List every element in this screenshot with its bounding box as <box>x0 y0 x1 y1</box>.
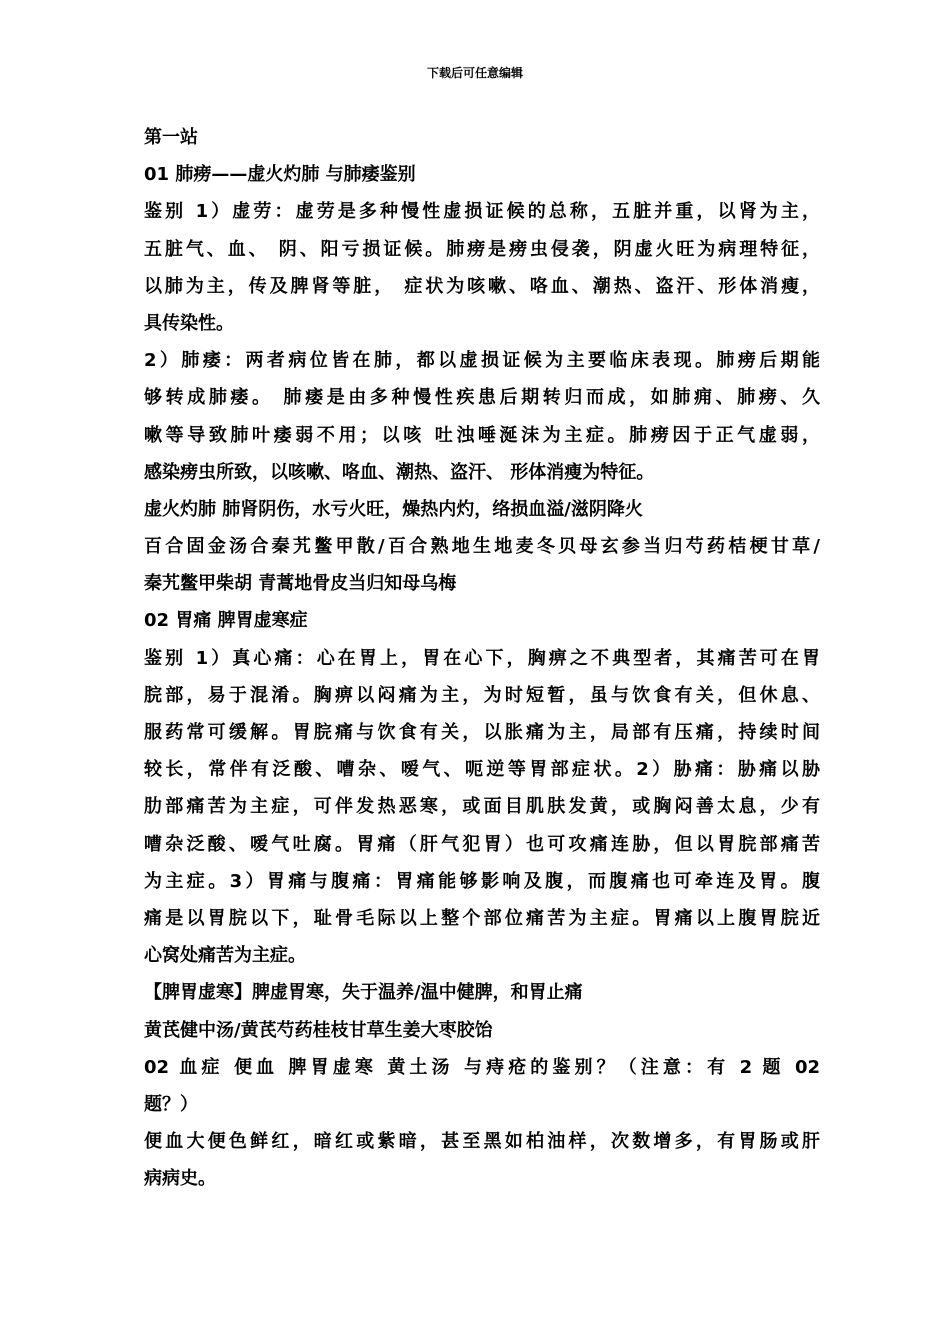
section-title: 第一站 <box>144 127 198 148</box>
paragraph-line: 2）肺痿：两者病位皆在肺，都以虚损证候为主要临床表现。肺痨后期能 <box>144 350 820 372</box>
prescription-line: 黄芪健中汤/黄芪芍药桂枝甘草生姜大枣胶饴 <box>144 1019 493 1041</box>
prescription-line: 百合固金汤合秦艽鳖甲散/百合熟地生地麦冬贝母玄参当归芍药桔梗甘草/ <box>144 536 820 558</box>
paragraph-line: 感染痨虫所致，以咳嗽、咯血、潮热、盗汗、 形体消瘦为特征。 <box>144 461 655 483</box>
document-body <box>144 119 820 1197</box>
syndrome-treatment-line: 虚火灼肺 肺肾阴伤，水亏火旺，燥热内灼，络损血溢/滋阴降火 <box>144 498 643 520</box>
paragraph-line: 脘部，易于混淆。胸痹以闷痛为主，为时短暂，虽与饮食有关，但休息、 <box>144 684 820 706</box>
paragraph-line: 鉴别 1）真心痛：心在胃上，胃在心下，胸痹之不典型者，其痛苦可在胃 <box>144 647 820 669</box>
paragraph-line: 服药常可缓解。胃脘痛与饮食有关，以胀痛为主，局部有压痛，持续时间 <box>144 722 820 743</box>
topic-heading-blood-syndrome: 02 血症 便血 脾胃虚寒 黄土汤 与痔疮的鉴别？（注意：有 2 题 02 <box>144 1056 820 1078</box>
paragraph-line: 心窝处痛苦为主症。 <box>144 945 306 967</box>
syndrome-treatment-line: 【脾胃虚寒】脾虚胃寒，失于温养/温中健脾，和胃止痛 <box>144 982 583 1004</box>
paragraph-line: 痛是以胃脘以下，耻骨毛际以上整个部位痛苦为主症。胃痛以上腹胃脘近 <box>144 907 820 929</box>
topic-heading-blood-syndrome-cont: 题？） <box>144 1093 198 1115</box>
paragraph-line: 具传染性。 <box>144 312 234 334</box>
paragraph-line: 嘈杂泛酸、嗳气吐腐。胃痛（肝气犯胃）也可攻痛连胁，但以胃脘部痛苦 <box>144 833 820 855</box>
topic-heading-lung-tuberculosis: 01 肺痨——虚火灼肺 与肺痿鉴别 <box>144 164 416 186</box>
prescription-line: 秦艽鳖甲柴胡 青蒿地骨皮当归知母乌梅 <box>144 573 457 595</box>
paragraph-line: 鉴别 1）虚劳：虚劳是多种慢性虚损证候的总称，五脏并重，以肾为主， <box>144 201 820 223</box>
paragraph-line: 肋部痛苦为主症，可伴发热恶寒，或面目肌肤发黄，或胸闷善太息，少有 <box>144 796 820 818</box>
paragraph-line: 病病史。 <box>144 1168 216 1190</box>
paragraph-line: 较长，常伴有泛酸、嘈杂、嗳气、呃逆等胃部症状。2）胁痛：胁痛以胁 <box>144 759 820 781</box>
page-header: 下载后可任意编辑 <box>426 66 523 80</box>
paragraph-line: 以肺为主，传及脾肾等脏， 症状为咳嗽、咯血、潮热、盗汗、形体消瘦， <box>144 275 820 297</box>
paragraph-line: 五脏气、血、 阴、阳亏损证候。肺痨是痨虫侵袭，阴虚火旺为病理特征， <box>144 238 820 260</box>
paragraph-line: 便血大便色鲜红，暗红或紫暗，甚至黑如柏油样，次数增多，有胃肠或肝 <box>144 1131 820 1153</box>
topic-heading-stomach-pain: 02 胃痛 脾胃虚寒症 <box>144 610 308 632</box>
paragraph-line: 够转成肺痿。 肺痿是由多种慢性疾患后期转归而成，如肺痈、肺痨、久 <box>144 387 820 409</box>
paragraph-line: 嗽等导致肺叶痿弱不用；以咳 吐浊唾涎沫为主症。肺痨因于正气虚弱， <box>144 424 820 446</box>
paragraph-line: 为主症。3）胃痛与腹痛：胃痛能够影响及腹，而腹痛也可牵连及胃。腹 <box>144 870 820 892</box>
